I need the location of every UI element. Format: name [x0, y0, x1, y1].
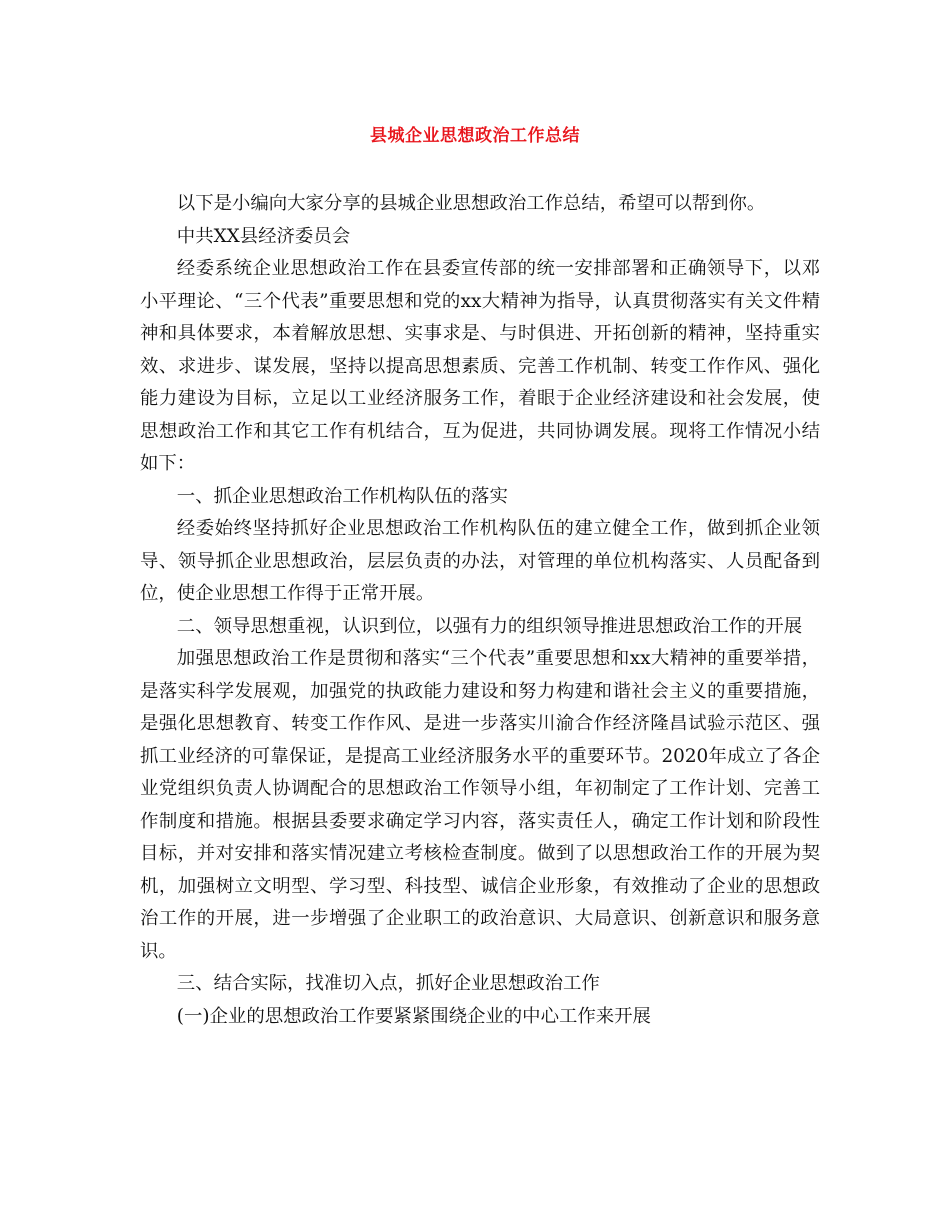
document-body [140, 188, 820, 1033]
section-heading-1: 一、抓企业思想政治工作机构队伍的落实 [176, 485, 508, 507]
section-paragraph-1: 经委始终坚持抓好企业思想政治工作机构队伍的建立健全工作，做到抓企业领导、领导抓企业思想政治，层层负责的办法，对管理的单位机构落实、人员配备到位，使企业思想工作得于正常开展。 [140, 518, 820, 604]
section-heading-2: 二、领导思想重视，认识到位，以强有力的组织领导推进思想政治工作的开展 [176, 615, 803, 637]
intro-paragraph: 以下是小编向大家分享的县城企业思想政治工作总结，希望可以帮到你。 [176, 193, 766, 214]
subsection-heading-1: (一)企业的思想政治工作要紧紧围绕企业的中心工作来开展 [176, 1005, 651, 1027]
section-heading-3: 三、结合实际，找准切入点，抓好企业思想政治工作 [176, 973, 600, 994]
author-line: 中共XX县经济委员会 [176, 225, 351, 247]
section-paragraph-2: 加强思想政治工作是贯彻和落实“三个代表”重要思想和xx大精神的重要举措，是落实科学发展观，加强党的执政能力建设和努力构建和谐社会主义的重要措施，是强化思想教育、转变工作作风、是进一步落实川渝合作经济隆昌试验示范区、强抓工业经济的可靠保证，是提高工业经济服务水平的重要环节。2020年成立了各企业党组织负责人协调配合的思想政治工作领导小组，年初制定了工作计划、完善工作制度和措施。根据县委要求确定学习内容，落实责任人，确定工作计划和阶段性目标，并对安排和落实情况建立考核检查制度。做到了以思想政治工作的开展为契机，加强树立文明型、学习型、科技型、诚信企业形象，有效推动了企业的思想政治工作的开展，进一步增强了企业职工的政治意识、大局意识、创新意识和服务意识。 [140, 648, 820, 962]
overview-paragraph: 经委系统企业思想政治工作在县委宣传部的统一安排部署和正确领导下，以邓小平理论、“三个代表”重要思想和党的xx大精神为指导，认真贯彻落实有关文件精神和具体要求，本着解放思想、实事求是、与时俱进、开拓创新的精神，坚持重实效、求进步、谋发展，坚持以提高思想素质、完善工作机制、转变工作作风、强化能力建设为目标，立足以工业经济服务工作，着眼于企业经济建设和社会发展，使思想政治工作和其它工作有机结合，互为促进，共同协调发展。现将工作情况小结如下： [140, 258, 820, 474]
document-title: 县城企业思想政治工作总结 [370, 126, 580, 146]
